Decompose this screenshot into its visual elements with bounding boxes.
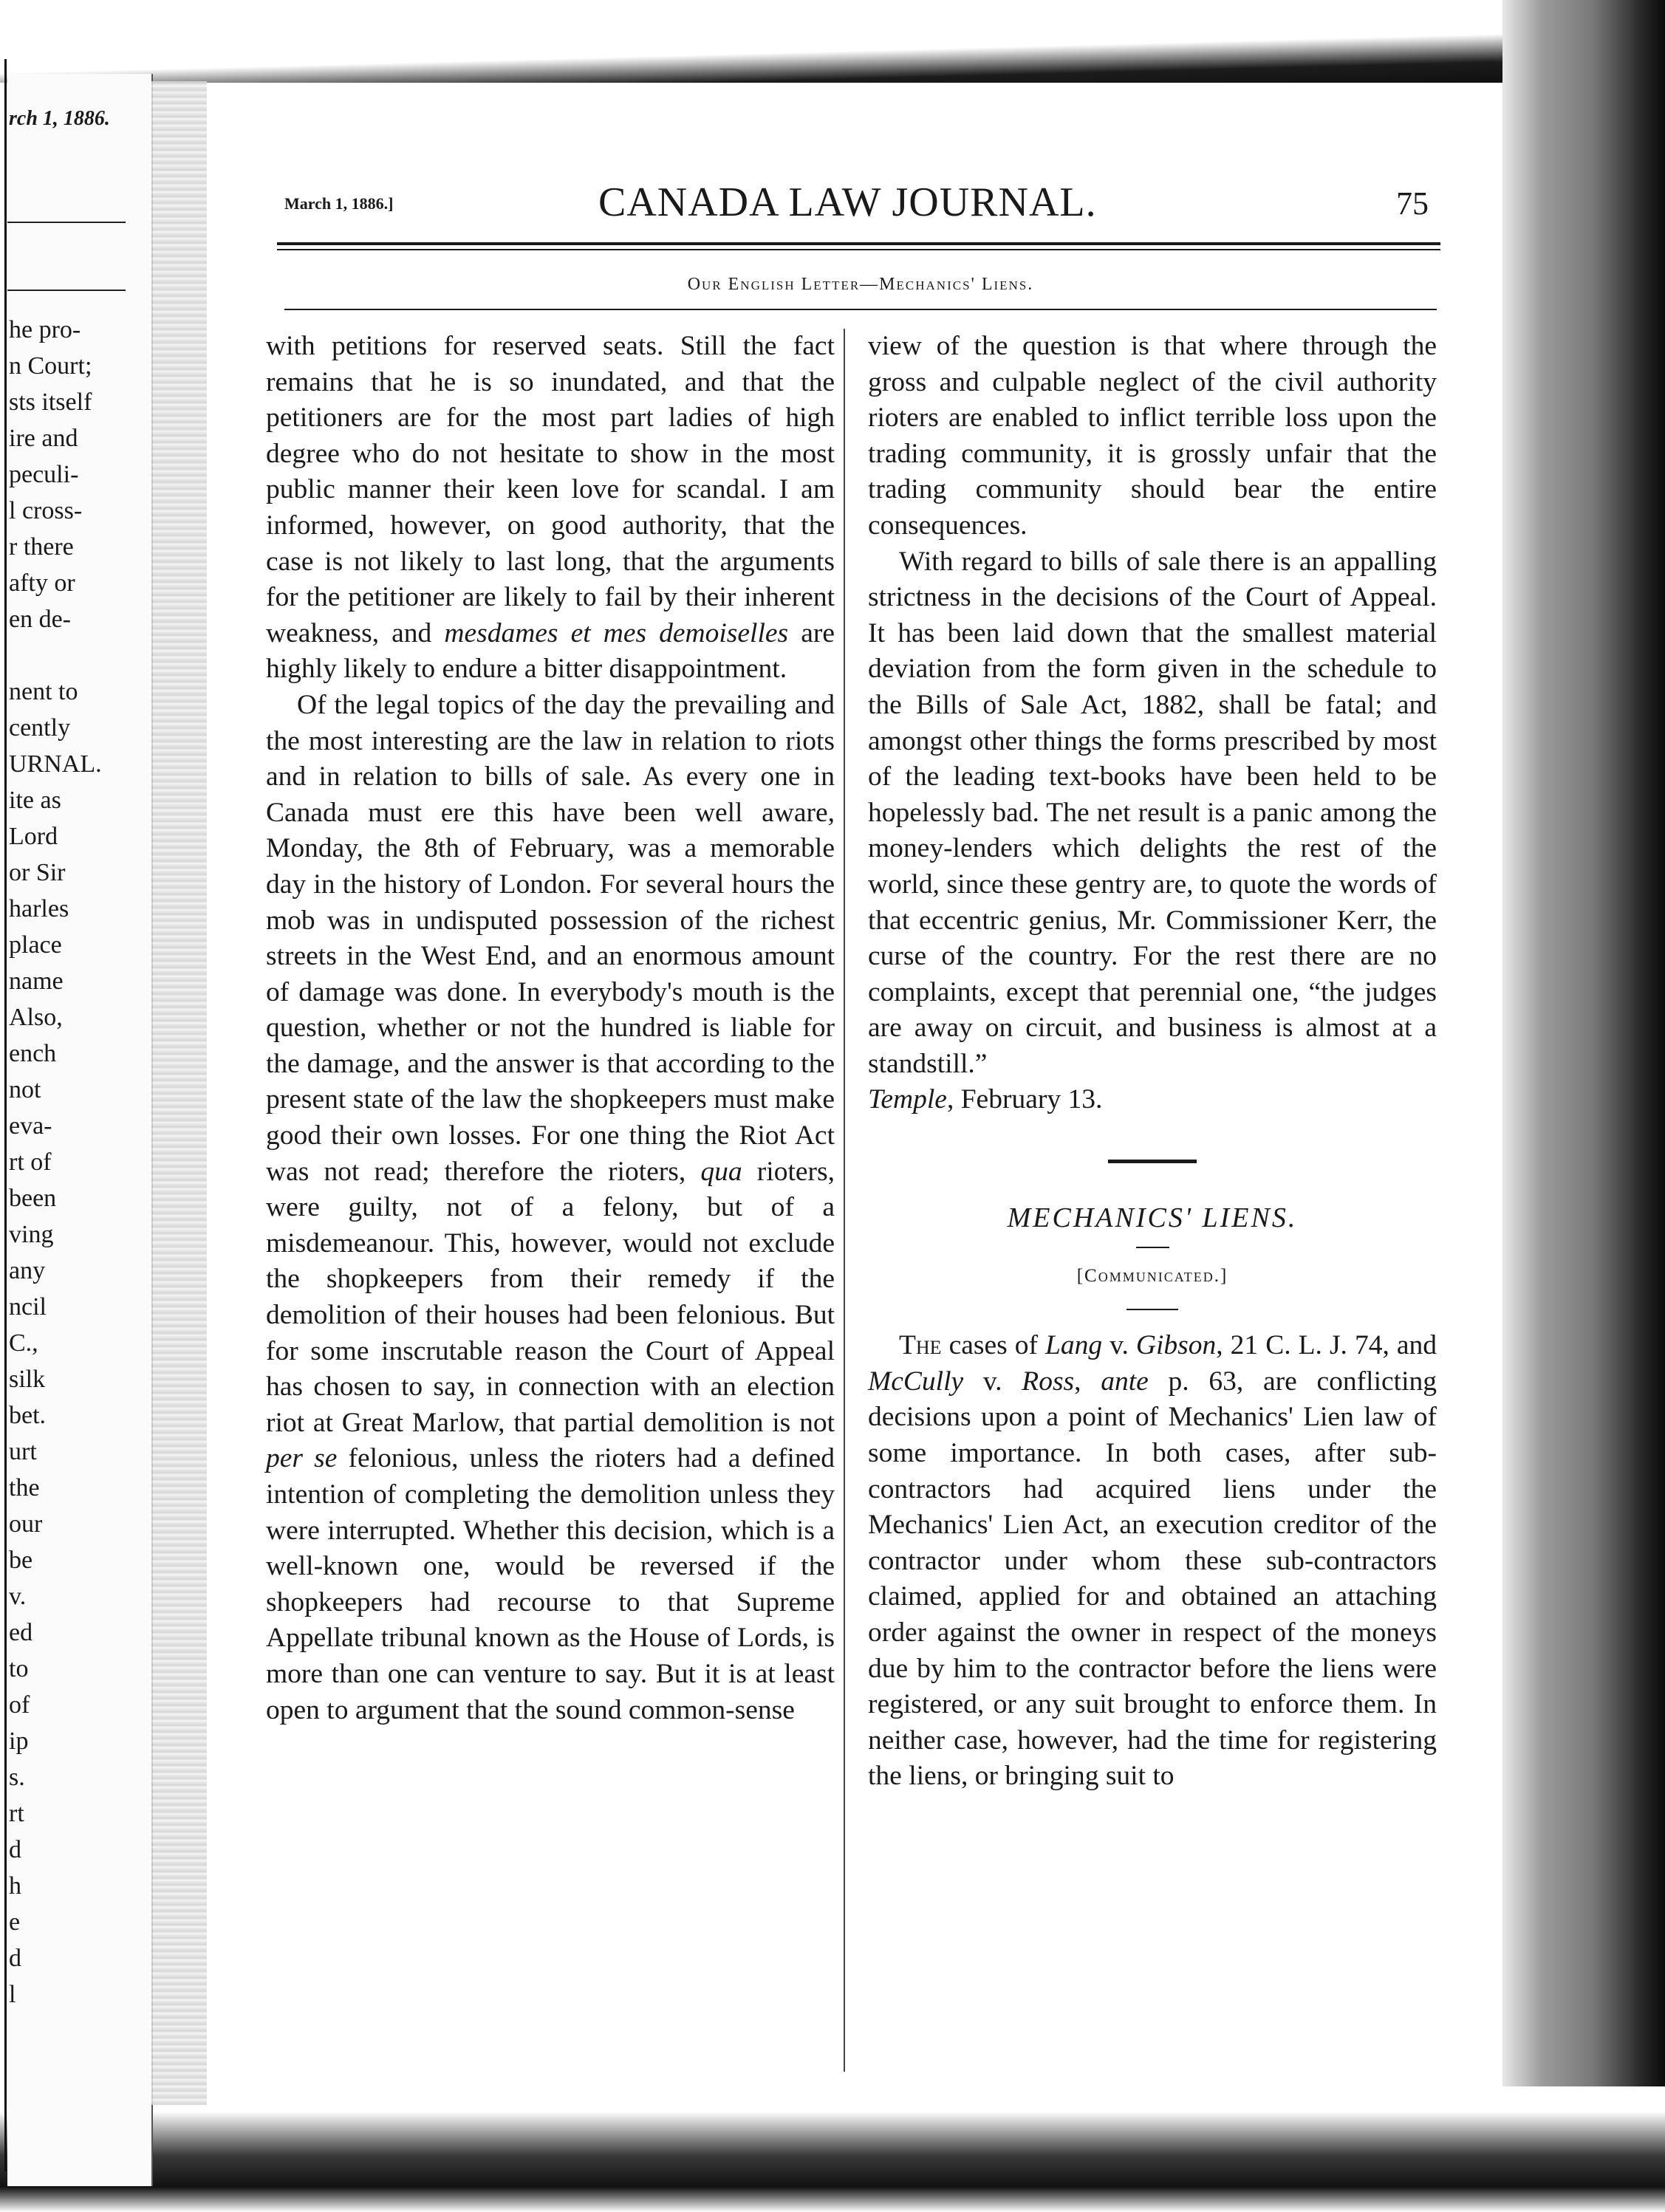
paragraph bbox=[266, 688, 835, 1728]
running-date: March 1, 1886.] bbox=[284, 194, 394, 213]
previous-page-line: r there bbox=[9, 533, 74, 561]
text-run: p. 63, are conflicting decisions upon a point of Mechanics' Lien law of some importance. In both cases, after sub-contractors had acquired liens under the Mechanics' Lien Act, an execution creditor of the contractor under whom these sub-contractors claimed, applied for and obtained an attaching order against the owner in respect of the moneys due by him to the contractor before the liens were registered, or any suit brought to enforce them. In neither case, however, had the time for registering the liens, or bringing suit to bbox=[868, 1366, 1437, 1792]
previous-page-line: d bbox=[9, 1945, 21, 1972]
previous-page-line: nent to bbox=[9, 678, 78, 705]
previous-page-line: he pro- bbox=[9, 316, 81, 343]
previous-page-line: ncil bbox=[9, 1293, 47, 1321]
previous-page-line: e bbox=[9, 1908, 21, 1936]
previous-page-line: afty or bbox=[9, 569, 75, 597]
previous-page-line: urt bbox=[9, 1438, 37, 1465]
previous-page-line: URNAL. bbox=[9, 750, 102, 778]
previous-page-rule bbox=[7, 290, 126, 291]
previous-page-line: n Court; bbox=[9, 352, 92, 380]
text-run: cases of bbox=[941, 1330, 1046, 1361]
case-name: Ross bbox=[1022, 1366, 1075, 1397]
previous-page-line: bet. bbox=[9, 1402, 47, 1429]
italic-phrase: mesdames et mes demoiselles bbox=[444, 617, 789, 648]
column-divider bbox=[844, 329, 845, 2072]
paragraph bbox=[868, 1328, 1437, 1795]
text-run: are highly likely to endure a bitter disappointment. bbox=[266, 617, 835, 685]
case-name: McCully bbox=[868, 1366, 964, 1397]
page-number: 75 bbox=[1396, 185, 1429, 222]
text-run: with petitions for reserved seats. Still the fact remains that he is so inundated, and that the petitioners are for the most part ladies of high degree who do not hesitate to show in the most public manner their keen love for scandal. I am informed, however, on good authority, that the case is not likely to last long, that the arguments for the petitioner are likely to fail by their inherent weakness, and bbox=[266, 331, 835, 648]
journal-page bbox=[207, 81, 1500, 2105]
section-heading: Our English Letter—Mechanics' Liens. bbox=[687, 275, 1034, 294]
previous-page-line: name bbox=[9, 968, 64, 995]
previous-page-line: rt of bbox=[9, 1148, 52, 1176]
header-rule-thick bbox=[277, 242, 1440, 245]
previous-page-line: ip bbox=[9, 1728, 29, 1755]
section-separator bbox=[1108, 1160, 1197, 1163]
previous-page-line: to bbox=[9, 1655, 29, 1682]
text-run: Of the legal topics of the day the prevailing and the most interesting are the law in relation to riots and in relation to bills of sale. As every one in Canada must ere this have been well aware, Monday, the 8th of February, was a memorable day in the history of London. For several hours the mob was in undisputed possession of the richest streets in the West End, and an enormous amount of damage was done. In everybody's mouth is the question, whether or not the hundred is liable for the damage, and the answer is that according to the present state of the law the shopkeepers must make good their own losses. For one thing the Riot Act was not read; therefore the rioters, bbox=[266, 689, 835, 1187]
previous-page-line: or Sir bbox=[9, 859, 66, 886]
paragraph: view of the question is that where through the gross and culpable neglect of the civil authority rioters are enabled to inflict terrible loss upon the trading community, it is grossly unfair that the trading community should bear the entire consequences. bbox=[868, 331, 1437, 541]
previous-page-line: C., bbox=[9, 1329, 38, 1357]
case-name: Lang bbox=[1045, 1330, 1103, 1361]
previous-page-line: h bbox=[9, 1872, 21, 1900]
previous-page-line: any bbox=[9, 1257, 46, 1284]
italic-phrase: per se bbox=[266, 1443, 338, 1474]
previous-page-line: rt bbox=[9, 1800, 24, 1827]
previous-page-text bbox=[9, 312, 102, 2013]
previous-page-line: of bbox=[9, 1691, 30, 1719]
previous-page-line: ite as bbox=[9, 787, 61, 814]
previous-page-line: l bbox=[9, 1981, 16, 2008]
paragraph bbox=[266, 329, 835, 688]
previous-page-line: l cross- bbox=[9, 497, 83, 524]
previous-page-line: s. bbox=[9, 1764, 25, 1791]
text-run: v. bbox=[963, 1366, 1022, 1397]
previous-page-line: peculi- bbox=[9, 461, 79, 488]
previous-page-line: sts itself bbox=[9, 388, 92, 416]
binding-gutter bbox=[151, 81, 207, 2105]
text-run: v. bbox=[1102, 1330, 1136, 1361]
section-rule bbox=[284, 309, 1437, 310]
text-run: , bbox=[1074, 1366, 1101, 1397]
previous-page-line: cently bbox=[9, 714, 71, 742]
left-column bbox=[266, 329, 835, 1728]
italic-phrase: ante bbox=[1101, 1366, 1149, 1397]
previous-page-line: been bbox=[9, 1185, 57, 1212]
case-name: Gibson bbox=[1135, 1330, 1217, 1361]
text-run: , 21 C. L. J. 74, and bbox=[1216, 1330, 1437, 1361]
previous-page-line: our bbox=[9, 1510, 43, 1538]
previous-page-line: en de- bbox=[9, 606, 72, 633]
scan-border-right bbox=[1502, 0, 1665, 2212]
previous-page-line: not bbox=[9, 1076, 41, 1103]
header-rule-thin bbox=[277, 249, 1440, 250]
previous-page-line: silk bbox=[9, 1366, 46, 1393]
signoff-date: , February 13. bbox=[946, 1084, 1103, 1115]
previous-page-line: v. bbox=[9, 1583, 27, 1610]
text-run: rioters, were guilty, not of a felony, but of a misdemeanour. This, however, would not exclude the shopkeepers from their remedy if the demolition of their houses had been felonious. But for some inscrutable reason the Court of Appeal has chosen to say, in connection with an election riot at Great Marlow, that partial demolition is not bbox=[266, 1156, 835, 1438]
scan-border-top bbox=[0, 0, 1665, 83]
previous-page-line: place bbox=[9, 931, 62, 959]
text-run: felonious, unless the rioters had a defined intention of completing the demolition unless they were interrupted. Whether this decision, which is a well-known one, would be reversed if the shopkeepers had recourse to that Supreme Appellate tribunal known as the House of Lords, is more than one can venture to say. But it is at least open to argument that the sound common-sense bbox=[266, 1443, 835, 1725]
previous-page-line: ench bbox=[9, 1040, 57, 1067]
subtitle-separator bbox=[1126, 1309, 1178, 1310]
signoff-place: Temple bbox=[868, 1084, 947, 1115]
previous-page-line: Lord bbox=[9, 823, 58, 850]
italic-phrase: qua bbox=[700, 1156, 742, 1187]
paragraph: With regard to bills of sale there is an appalling strictness in the decisions of the Court of Appeal. It has been laid down that the smallest material deviation from the form given in the schedule to the Bills of Sale Act, 1882, shall be fatal; and amongst other things the forms prescribed by most of the leading text-books have been held to be hopelessly bad. The net result is a panic among the money-lenders which delights the rest of the world, since these gentry are, to quote the words of that eccentric genius, Mr. Commissioner Kerr, the curse of the country. For the rest there are no complaints, except that perennial one, “the judges are away on circuit, and business is almost at a standstill.” bbox=[868, 546, 1437, 1079]
previous-page-header: rch 1, 1886. bbox=[9, 107, 110, 130]
right-column bbox=[868, 329, 1437, 1795]
article-subtitle: [Communicated.] bbox=[1076, 1265, 1228, 1286]
previous-page-line: ving bbox=[9, 1221, 54, 1248]
previous-page-line: Also, bbox=[9, 1004, 63, 1031]
previous-page-line: eva- bbox=[9, 1112, 52, 1140]
previous-page-line: ed bbox=[9, 1619, 33, 1646]
letter-signoff bbox=[868, 1082, 1437, 1118]
article-title: MECHANICS' LIENS. bbox=[1007, 1202, 1298, 1234]
previous-page-line: ire and bbox=[9, 425, 78, 452]
previous-page-rule bbox=[7, 222, 126, 223]
journal-title: CANADA LAW JOURNAL. bbox=[598, 179, 1097, 225]
title-separator bbox=[1136, 1247, 1169, 1248]
previous-page-line: be bbox=[9, 1547, 33, 1574]
previous-page-line: harles bbox=[9, 895, 69, 922]
lead-word: The bbox=[899, 1330, 942, 1361]
previous-page-line: the bbox=[9, 1474, 40, 1502]
previous-page-line: d bbox=[9, 1836, 21, 1863]
scan-edge-left bbox=[4, 59, 7, 2171]
scan-border-bottom bbox=[0, 2086, 1665, 2212]
previous-page-line bbox=[9, 637, 102, 674]
